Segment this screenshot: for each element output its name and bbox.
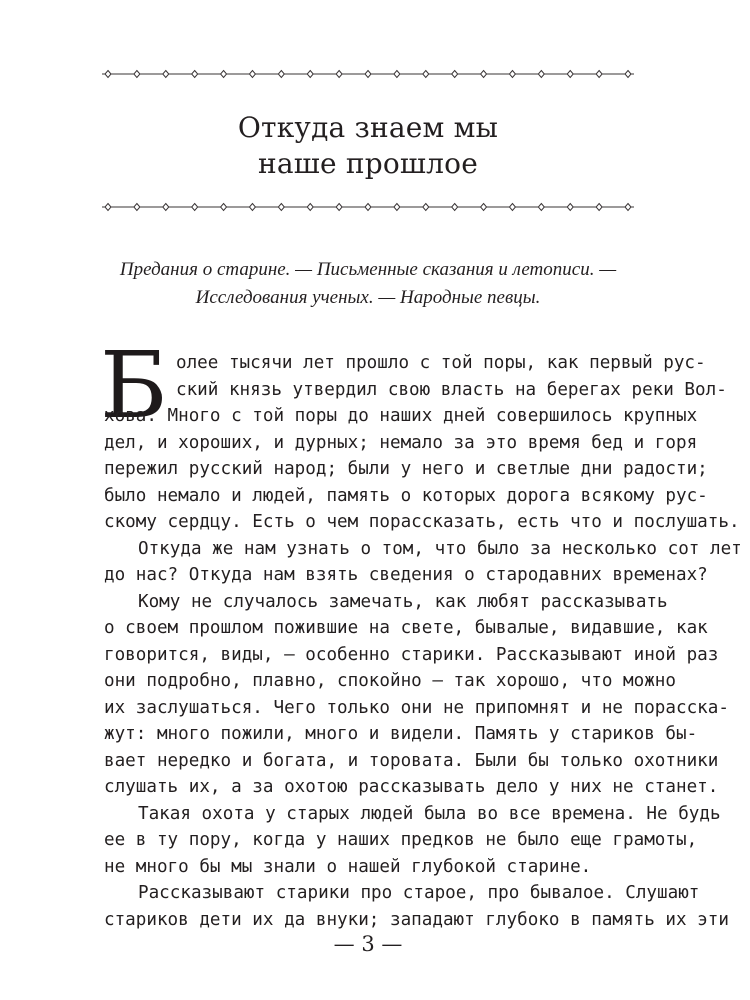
- text-line: было немало и людей, память о которых дорога всякому рус-: [104, 485, 708, 506]
- chapter-title-line-2: наше прошлое: [258, 147, 478, 180]
- ornament-line-icon: [102, 68, 634, 80]
- text-line: до нас? Откуда нам взять сведения о стародавних временах?: [104, 565, 708, 585]
- text-line: их заслушаться. Чего только они не припомнят и не порасска-: [104, 697, 729, 718]
- divider-diamond: [221, 204, 227, 211]
- divider-diamond: [538, 71, 544, 78]
- chapter-title-line-1: Откуда знаем мы: [237, 111, 499, 144]
- divider-diamond: [423, 204, 429, 211]
- epigraph-line-1: Предания о старине. — Письменные сказания и летописи. —: [119, 259, 617, 280]
- ornament-line-icon: [102, 201, 634, 213]
- divider-diamond: [192, 204, 198, 211]
- text-line: Такая охота у старых людей была во все времена. Не будь: [138, 803, 721, 824]
- divider-diamond: [249, 71, 255, 78]
- text-line: ее в ту пору, когда у наших предков не было еще грамоты,: [104, 830, 698, 850]
- text-line: ский князь утвердил свою власть на берегах реки Вол-: [176, 379, 727, 400]
- divider-diamond: [625, 71, 631, 78]
- divider-diamond: [365, 71, 371, 78]
- text-line: Кому не случалось замечать, как любят рассказывать: [138, 591, 668, 612]
- text-line: Откуда же нам узнать о том, что было за несколько сот лет: [138, 538, 742, 559]
- divider-diamond: [509, 71, 515, 78]
- divider-diamond: [596, 204, 602, 211]
- divider-diamond: [105, 204, 111, 211]
- divider-diamond: [278, 204, 284, 211]
- divider-diamond: [134, 71, 140, 78]
- text-line: они подробно, плавно, спокойно — так хорошо, что можно: [104, 671, 676, 691]
- text-line: о своем прошлом пожившие на свете, бывалые, видавшие, как: [104, 618, 708, 638]
- text-line: вает нередко и богата, и торовата. Были бы только охотники: [104, 750, 719, 771]
- divider-diamond: [192, 71, 198, 78]
- body-text: [104, 350, 742, 933]
- divider-diamond: [538, 204, 544, 211]
- text-line: олее тысячи лет прошло с той поры, как первый рус-: [176, 353, 706, 373]
- divider-diamond: [394, 204, 400, 211]
- divider-diamond: [278, 71, 284, 78]
- divider-diamond: [596, 71, 602, 78]
- text-line: пережил русский народ; были у него и светлые дни радости;: [104, 459, 708, 479]
- divider-diamond: [307, 71, 313, 78]
- divider-diamond: [336, 71, 342, 78]
- chapter-title: [102, 110, 634, 182]
- text-line: стариков дети их да внуки; западают глубоко в память их эти: [104, 909, 729, 930]
- divider-diamond: [221, 71, 227, 78]
- divider-diamond: [394, 71, 400, 78]
- text-line: слушать их, а за охотою рассказывать дело у них не станет.: [104, 777, 719, 797]
- divider-diamond: [365, 204, 371, 211]
- divider-diamond: [625, 204, 631, 211]
- top-ornamental-divider: [102, 68, 634, 80]
- text-line: скому сердцу. Есть о чем порассказать, есть что и послушать.: [104, 512, 740, 532]
- divider-diamond: [452, 204, 458, 211]
- divider-diamond: [423, 71, 429, 78]
- text-line: не много бы мы знали о нашей глубокой старине.: [104, 856, 592, 877]
- page-number: — 3 —: [333, 932, 403, 956]
- bottom-ornamental-divider: [102, 201, 634, 213]
- drop-cap-letter: Б: [100, 332, 168, 439]
- divider-diamond: [567, 204, 573, 211]
- divider-diamond: [336, 204, 342, 211]
- divider-diamond: [249, 204, 255, 211]
- chapter-epigraph: [102, 256, 634, 312]
- divider-diamond: [567, 71, 573, 78]
- divider-diamond: [481, 204, 487, 211]
- text-line: говорится, виды, — особенно старики. Рассказывают иной раз: [104, 644, 719, 665]
- divider-diamond: [134, 204, 140, 211]
- divider-diamond: [509, 204, 515, 211]
- divider-diamond: [105, 71, 111, 78]
- text-line: жут: много пожили, много и видели. Память у стариков бы-: [104, 724, 698, 744]
- text-line: дел, и хороших, и дурных; немало за это время бед и горя: [104, 432, 698, 453]
- divider-diamond: [307, 204, 313, 211]
- divider-diamond: [163, 204, 169, 211]
- divider-diamond: [452, 71, 458, 78]
- text-line: Рассказывают старики про старое, про бывалое. Слушают: [138, 883, 700, 903]
- epigraph-line-2: Исследования ученых. — Народные певцы.: [195, 287, 541, 308]
- divider-diamond: [163, 71, 169, 78]
- divider-diamond: [481, 71, 487, 78]
- text-line: хова. Много с той поры до наших дней совершилось крупных: [104, 406, 698, 426]
